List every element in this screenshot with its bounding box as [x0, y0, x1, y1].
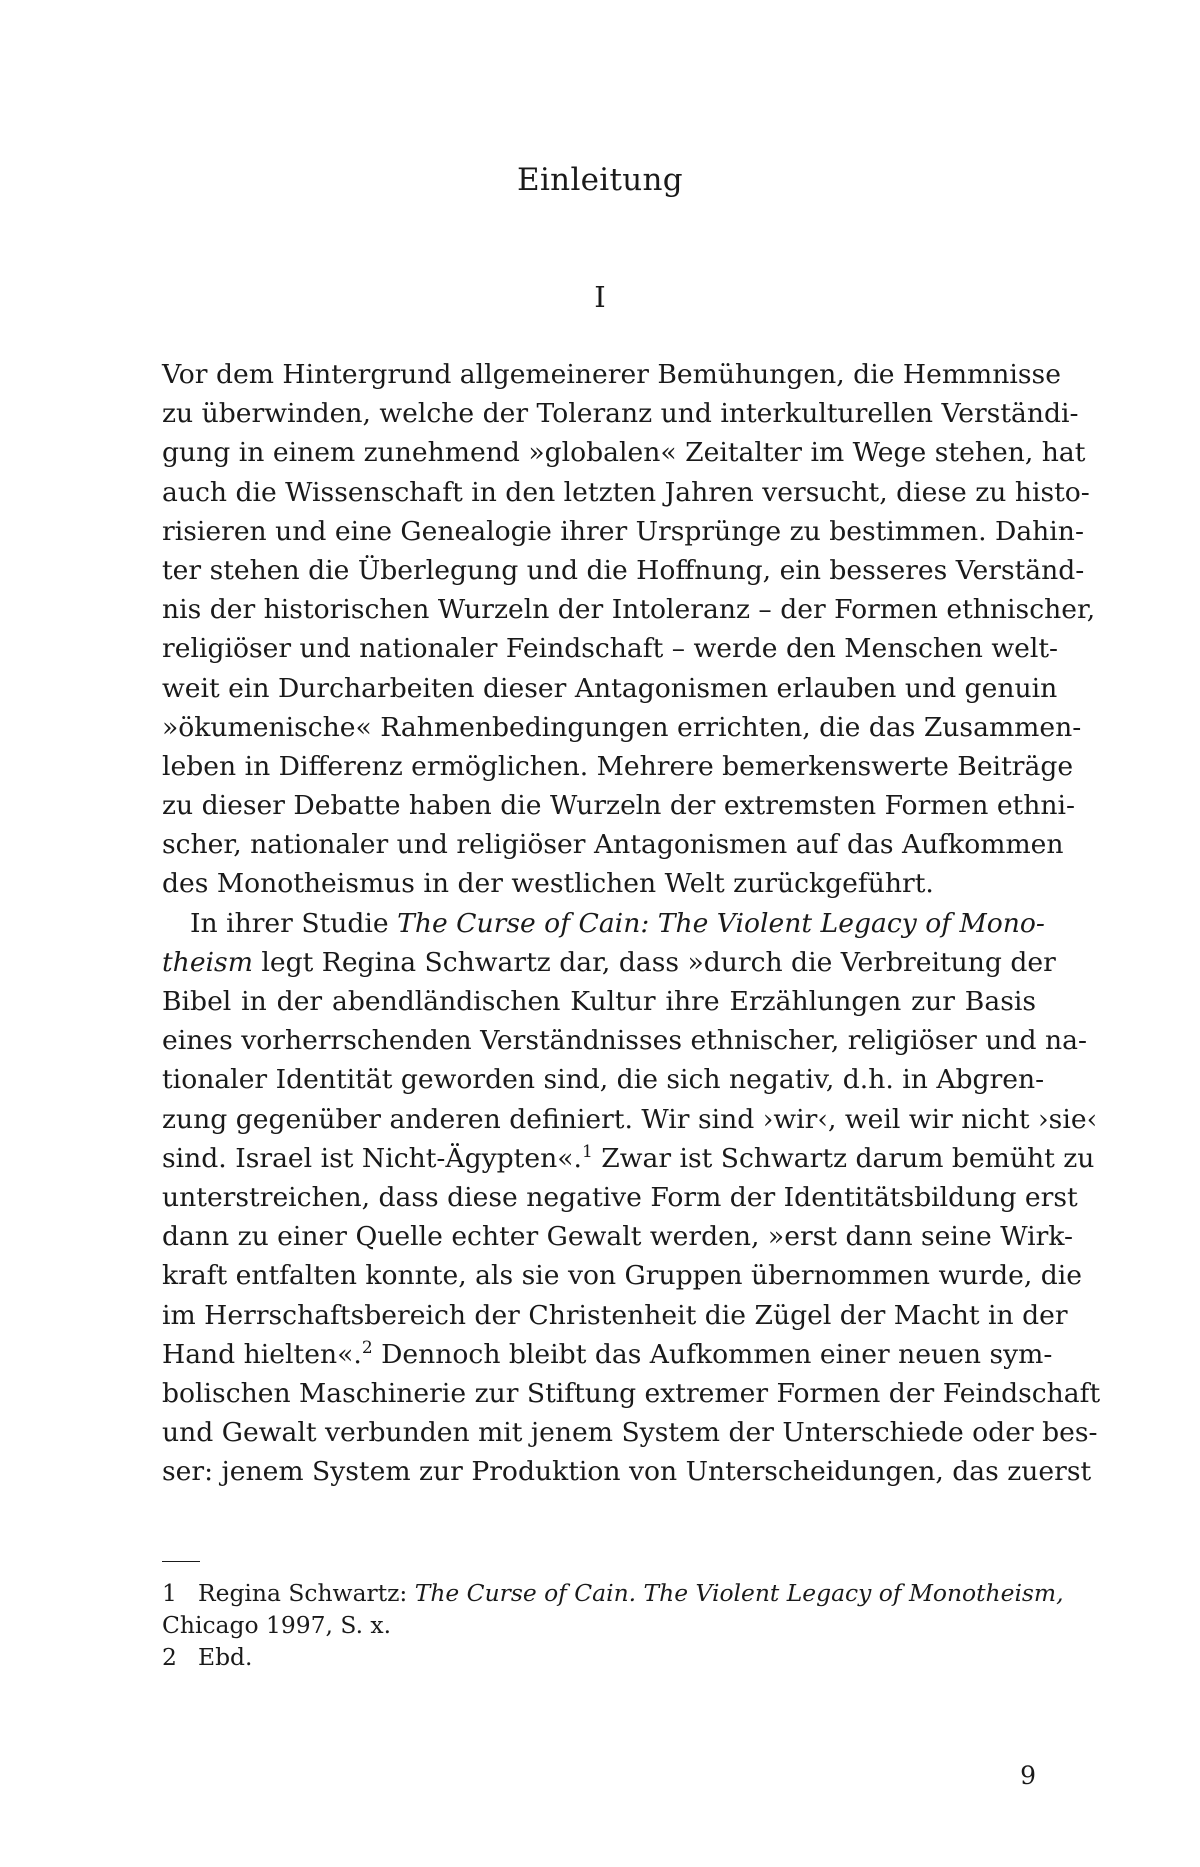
footnote-line: [162, 1577, 1064, 1609]
text-run: Dennoch bleibt das Aufkommen einer neuen sym-: [372, 1338, 1053, 1370]
footnote-marker-1[interactable]: 1: [581, 1141, 593, 1162]
text-run: Zwar ist Schwartz darum bemüht zu: [592, 1142, 1095, 1174]
text-run: Hand hielten«.: [162, 1338, 362, 1370]
paragraph-2: [162, 904, 1101, 1492]
footnote-number: 1: [162, 1579, 177, 1607]
body-text: [162, 355, 1101, 1491]
text-line: ter stehen die Überlegung und die Hoffnung, ein besseres Verständ-: [162, 554, 1085, 586]
text-line: [162, 1335, 1053, 1374]
footnote-1: [162, 1577, 1064, 1641]
text-line: eines vorherrschenden Verständnisses ethnischer, religiöser und na-: [162, 1025, 1087, 1057]
footnotes: [162, 1577, 1064, 1673]
text-line: zung gegenüber anderen definiert. Wir sind ›wir‹, weil wir nicht ›sie‹: [162, 1103, 1098, 1135]
footnote-author: Regina Schwartz:: [198, 1579, 415, 1607]
footnote-marker-2[interactable]: 2: [361, 1337, 373, 1358]
book-title-italic: theism: [162, 946, 253, 978]
footnote-2: [162, 1641, 1036, 1673]
chapter-title: Einleitung: [517, 162, 683, 198]
text-line: tionaler Identität geworden sind, die sich negativ, d.h. in Abgren-: [162, 1064, 1045, 1096]
text-run: In ihrer Studie: [190, 907, 398, 939]
text-run: legt Regina Schwartz dar, dass »durch die Verbreitung der: [252, 946, 1056, 978]
text-line: des Monotheismus in der westlichen Welt zurückgeführt.: [162, 868, 934, 900]
text-line: [162, 1139, 1095, 1178]
text-line: unterstreichen, dass diese negative Form der Identitätsbildung erst: [162, 1181, 1078, 1213]
footnote-separator: [162, 1561, 200, 1562]
text-line: leben in Differenz ermöglichen. Mehrere bemerkenswerte Beiträge: [162, 750, 1074, 782]
text-line: religiöser und nationaler Feindschaft – werde den Menschen welt-: [162, 633, 1059, 665]
text-line: im Herrschaftsbereich der Christenheit die Zügel der Macht in der: [162, 1299, 1068, 1331]
text-line: Vor dem Hintergrund allgemeinerer Bemühungen, die Hemmnisse: [162, 359, 1061, 390]
text-line: Bibel in der abendländischen Kultur ihre Erzählungen zur Basis: [162, 986, 1036, 1017]
text-line: zu dieser Debatte haben die Wurzeln der extremsten Formen ethni-: [162, 790, 1075, 822]
footnote-title-italic: The Curse of Cain. The Violent Legacy of Monotheism,: [414, 1579, 1064, 1607]
text-line: und Gewalt verbunden mit jenem System der Unterschiede oder bes-: [162, 1417, 1098, 1449]
footnote-line: Chicago 1997, S. x.: [162, 1611, 392, 1639]
footnote-line: [162, 1641, 1036, 1673]
text-line: [162, 943, 1056, 982]
text-line: auch die Wissenschaft in den letzten Jahren versucht, diese zu histo-: [162, 476, 1090, 508]
text-line: »ökumenische« Rahmenbedingungen errichten, die das Zusammen-: [162, 711, 1082, 743]
text-line: zu überwinden, welche der Toleranz und interkulturellen Verständi-: [162, 398, 1079, 430]
page-number: 9: [1020, 1761, 1036, 1790]
text-line: [162, 904, 1045, 943]
text-line: scher, nationaler und religiöser Antagonismen auf das Aufkommen: [162, 829, 1064, 861]
text-line: gung in einem zunehmend »globalen« Zeitalter im Wege stehen, hat: [162, 437, 1086, 469]
text-line: dann zu einer Quelle echter Gewalt werden, »erst dann seine Wirk-: [162, 1221, 1073, 1253]
paragraph-1: [162, 355, 1096, 904]
text-line: bolischen Maschinerie zur Stiftung extremer Formen der Feindschaft: [162, 1377, 1101, 1409]
text-line: risieren und eine Genealogie ihrer Ursprünge zu bestimmen. Dahin-: [162, 515, 1084, 547]
text-line: kraft entfalten konnte, als sie von Gruppen übernommen wurde, die: [162, 1260, 1083, 1292]
section-numeral: I: [594, 280, 606, 314]
text-line: nis der historischen Wurzeln der Intoleranz – der Formen ethnischer,: [162, 594, 1096, 626]
footnote-text: Ebd.: [198, 1643, 253, 1671]
text-line: weit ein Durcharbeiten dieser Antagonismen erlauben und genuin: [162, 672, 1058, 704]
footnote-number: 2: [162, 1643, 177, 1671]
book-title-italic: The Curse of Cain: The Violent Legacy of Mono-: [397, 907, 1045, 939]
text-line: ser: jenem System zur Produktion von Unterscheidungen, das zuerst: [162, 1456, 1092, 1488]
text-run: sind. Israel ist Nicht-Ägypten«.: [162, 1142, 582, 1174]
